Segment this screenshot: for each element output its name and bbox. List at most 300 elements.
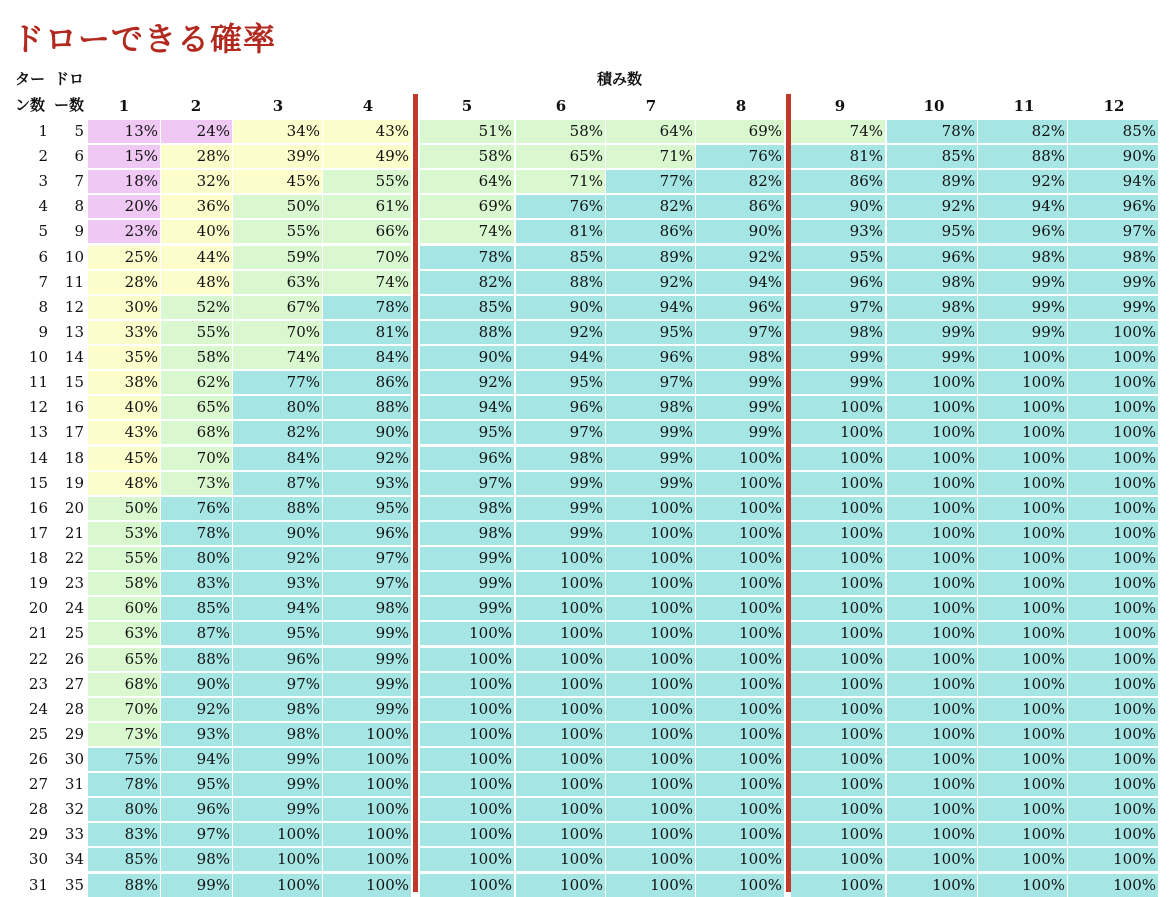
probability-cell: 53% <box>88 522 160 545</box>
probability-cell: 88% <box>323 396 411 419</box>
probability-cell: 45% <box>233 170 322 193</box>
probability-cell: 96% <box>978 220 1067 243</box>
probability-cell: 90% <box>233 522 322 545</box>
probability-cell: 100% <box>323 848 411 871</box>
probability-cell: 96% <box>420 447 514 470</box>
probability-cell: 99% <box>696 371 784 394</box>
probability-cell: 100% <box>233 874 322 897</box>
column-header-5: 5 <box>461 97 473 115</box>
probability-cell: 100% <box>887 547 977 570</box>
probability-cell: 100% <box>791 522 885 545</box>
probability-cell: 99% <box>606 472 695 495</box>
turn-count: 17 <box>28 523 48 542</box>
probability-cell: 100% <box>887 497 977 520</box>
probability-cell: 100% <box>978 622 1067 645</box>
probability-cell: 92% <box>516 321 605 344</box>
turn-count: 7 <box>38 272 48 291</box>
probability-cell: 100% <box>696 622 784 645</box>
probability-cell: 100% <box>606 723 695 746</box>
probability-cell: 100% <box>696 874 784 897</box>
probability-cell: 95% <box>323 497 411 520</box>
turn-count: 13 <box>28 423 48 442</box>
divider-bar-after-4 <box>413 94 418 892</box>
probability-cell: 64% <box>420 170 514 193</box>
probability-cell: 99% <box>420 572 514 595</box>
probability-cell: 99% <box>791 371 885 394</box>
probability-cell: 100% <box>978 522 1067 545</box>
probability-cell: 94% <box>233 597 322 620</box>
probability-cell: 100% <box>1068 648 1158 671</box>
probability-cell: 100% <box>606 748 695 771</box>
turn-count: 20 <box>28 599 48 618</box>
draw-header-line2: ー数 <box>54 96 85 114</box>
probability-cell: 92% <box>887 195 977 218</box>
probability-cell: 58% <box>516 120 605 143</box>
probability-cell: 100% <box>791 547 885 570</box>
probability-cell: 99% <box>978 271 1067 294</box>
probability-cell: 100% <box>606 497 695 520</box>
turn-count: 22 <box>28 649 48 668</box>
probability-cell: 100% <box>516 547 605 570</box>
probability-cell: 98% <box>233 698 322 721</box>
probability-cell: 100% <box>606 648 695 671</box>
probability-cell: 90% <box>161 673 232 696</box>
turn-header-line2: ン数 <box>15 96 46 114</box>
probability-cell: 99% <box>323 698 411 721</box>
probability-cell: 97% <box>323 547 411 570</box>
probability-cell: 66% <box>323 220 411 243</box>
probability-cell: 98% <box>791 321 885 344</box>
probability-cell: 100% <box>1068 748 1158 771</box>
draw-header-line1: ドロ <box>54 70 85 88</box>
probability-cell: 100% <box>696 848 784 871</box>
probability-cell: 100% <box>978 798 1067 821</box>
probability-cell: 99% <box>161 874 232 897</box>
probability-cell: 100% <box>791 472 885 495</box>
probability-cell: 87% <box>161 622 232 645</box>
probability-cell: 100% <box>696 497 784 520</box>
probability-cell: 100% <box>887 396 977 419</box>
probability-cell: 100% <box>978 773 1067 796</box>
draw-count: 32 <box>64 800 84 819</box>
turn-count: 19 <box>28 574 48 593</box>
probability-cell: 74% <box>791 120 885 143</box>
probability-cell: 65% <box>516 145 605 168</box>
probability-cell: 100% <box>978 472 1067 495</box>
probability-cell: 100% <box>516 673 605 696</box>
probability-cell: 95% <box>161 773 232 796</box>
probability-cell: 92% <box>696 246 784 269</box>
probability-cell: 99% <box>233 773 322 796</box>
turn-count: 30 <box>28 850 48 869</box>
probability-cell: 73% <box>88 723 160 746</box>
probability-cell: 100% <box>887 421 977 444</box>
probability-cell: 83% <box>88 823 160 846</box>
probability-cell: 97% <box>420 472 514 495</box>
probability-cell: 88% <box>161 648 232 671</box>
column-header-6: 6 <box>555 97 567 115</box>
probability-cell: 58% <box>88 572 160 595</box>
probability-cell: 94% <box>420 396 514 419</box>
probability-cell: 100% <box>791 396 885 419</box>
probability-cell: 77% <box>606 170 695 193</box>
probability-cell: 80% <box>161 547 232 570</box>
probability-cell: 100% <box>791 773 885 796</box>
draw-count: 28 <box>64 699 84 718</box>
probability-cell: 88% <box>420 321 514 344</box>
probability-cell: 94% <box>606 296 695 319</box>
probability-cell: 100% <box>606 597 695 620</box>
probability-cell: 100% <box>1068 673 1158 696</box>
probability-cell: 100% <box>696 572 784 595</box>
probability-cell: 32% <box>161 170 232 193</box>
probability-cell: 100% <box>420 798 514 821</box>
probability-cell: 23% <box>88 220 160 243</box>
probability-cell: 38% <box>88 371 160 394</box>
probability-cell: 98% <box>420 497 514 520</box>
probability-cell: 100% <box>887 698 977 721</box>
probability-cell: 100% <box>1068 396 1158 419</box>
probability-cell: 60% <box>88 597 160 620</box>
draw-count: 33 <box>64 825 84 844</box>
probability-cell: 85% <box>1068 120 1158 143</box>
probability-cell: 100% <box>420 874 514 897</box>
turn-count: 1 <box>38 122 48 140</box>
probability-cell: 100% <box>978 396 1067 419</box>
probability-cell: 100% <box>516 823 605 846</box>
probability-cell: 99% <box>323 673 411 696</box>
probability-cell: 80% <box>233 396 322 419</box>
probability-cell: 92% <box>978 170 1067 193</box>
probability-cell: 82% <box>606 195 695 218</box>
probability-cell: 97% <box>696 321 784 344</box>
probability-cell: 100% <box>1068 547 1158 570</box>
probability-cell: 39% <box>233 145 322 168</box>
probability-cell: 76% <box>516 195 605 218</box>
probability-cell: 94% <box>978 195 1067 218</box>
draw-count: 13 <box>64 322 84 341</box>
probability-cell: 100% <box>696 648 784 671</box>
draw-count: 21 <box>64 523 84 542</box>
probability-cell: 40% <box>88 396 160 419</box>
probability-cell: 97% <box>1068 220 1158 243</box>
probability-cell: 28% <box>88 271 160 294</box>
probability-cell: 100% <box>978 848 1067 871</box>
probability-cell: 63% <box>233 271 322 294</box>
probability-cell: 97% <box>161 823 232 846</box>
probability-cell: 55% <box>88 547 160 570</box>
probability-cell: 100% <box>791 874 885 897</box>
probability-cell: 100% <box>887 622 977 645</box>
probability-cell: 100% <box>978 572 1067 595</box>
probability-cell: 30% <box>88 296 160 319</box>
column-header-1: 1 <box>118 97 130 115</box>
probability-cell: 93% <box>323 472 411 495</box>
probability-cell: 90% <box>1068 145 1158 168</box>
probability-cell: 94% <box>161 748 232 771</box>
turn-count: 15 <box>28 473 48 492</box>
probability-cell: 100% <box>696 673 784 696</box>
probability-cell: 100% <box>978 497 1067 520</box>
probability-cell: 100% <box>887 723 977 746</box>
turn-count: 6 <box>38 247 48 266</box>
probability-cell: 15% <box>88 145 160 168</box>
probability-cell: 100% <box>606 698 695 721</box>
probability-cell: 78% <box>88 773 160 796</box>
probability-cell: 100% <box>606 673 695 696</box>
probability-cell: 86% <box>606 220 695 243</box>
column-header-2: 2 <box>190 97 202 115</box>
probability-cell: 88% <box>233 497 322 520</box>
probability-cell: 99% <box>887 346 977 369</box>
probability-cell: 100% <box>323 798 411 821</box>
probability-cell: 95% <box>233 622 322 645</box>
probability-cell: 100% <box>887 773 977 796</box>
probability-cell: 85% <box>88 848 160 871</box>
probability-cell: 100% <box>516 723 605 746</box>
draw-count: 19 <box>64 473 84 492</box>
probability-cell: 100% <box>978 371 1067 394</box>
probability-cell: 97% <box>233 673 322 696</box>
column-header-9: 9 <box>834 97 846 115</box>
probability-cell: 74% <box>420 220 514 243</box>
column-header-8: 8 <box>735 97 747 115</box>
probability-cell: 70% <box>161 447 232 470</box>
probability-cell: 100% <box>978 698 1067 721</box>
probability-cell: 58% <box>420 145 514 168</box>
probability-cell: 100% <box>978 748 1067 771</box>
probability-cell: 98% <box>1068 246 1158 269</box>
probability-cell: 76% <box>161 497 232 520</box>
probability-cell: 90% <box>696 220 784 243</box>
probability-cell: 65% <box>161 396 232 419</box>
probability-cell: 90% <box>791 195 885 218</box>
probability-cell: 98% <box>323 597 411 620</box>
probability-cell: 24% <box>161 120 232 143</box>
column-header-4: 4 <box>362 97 374 115</box>
probability-cell: 98% <box>887 271 977 294</box>
probability-cell: 58% <box>161 346 232 369</box>
probability-cell: 68% <box>88 673 160 696</box>
probability-cell: 100% <box>420 823 514 846</box>
probability-cell: 100% <box>233 823 322 846</box>
probability-cell: 92% <box>233 547 322 570</box>
probability-cell: 99% <box>233 798 322 821</box>
probability-cell: 70% <box>323 246 411 269</box>
probability-cell: 99% <box>978 321 1067 344</box>
probability-cell: 100% <box>696 522 784 545</box>
turn-count: 16 <box>28 498 48 517</box>
probability-cell: 96% <box>887 246 977 269</box>
probability-cell: 88% <box>978 145 1067 168</box>
probability-cell: 100% <box>323 773 411 796</box>
probability-cell: 100% <box>516 597 605 620</box>
probability-cell: 18% <box>88 170 160 193</box>
draw-count: 23 <box>64 574 84 593</box>
probability-cell: 78% <box>420 246 514 269</box>
probability-cell: 100% <box>1068 622 1158 645</box>
probability-cell: 81% <box>323 321 411 344</box>
probability-cell: 80% <box>88 798 160 821</box>
probability-cell: 100% <box>1068 798 1158 821</box>
turn-count: 28 <box>28 800 48 819</box>
probability-cell: 70% <box>233 321 322 344</box>
draw-count: 31 <box>64 775 84 794</box>
probability-cell: 100% <box>791 723 885 746</box>
probability-cell: 96% <box>606 346 695 369</box>
turn-count: 4 <box>38 197 48 216</box>
probability-cell: 25% <box>88 246 160 269</box>
probability-cell: 50% <box>233 195 322 218</box>
probability-cell: 100% <box>233 848 322 871</box>
draw-count: 10 <box>64 247 84 266</box>
probability-cell: 99% <box>420 547 514 570</box>
probability-cell: 100% <box>696 748 784 771</box>
probability-cell: 85% <box>420 296 514 319</box>
probability-cell: 99% <box>606 421 695 444</box>
probability-cell: 90% <box>323 421 411 444</box>
draw-count: 20 <box>64 498 84 517</box>
probability-cell: 100% <box>1068 823 1158 846</box>
probability-cell: 100% <box>887 472 977 495</box>
probability-cell: 98% <box>887 296 977 319</box>
probability-cell: 92% <box>606 271 695 294</box>
probability-cell: 100% <box>887 874 977 897</box>
probability-cell: 45% <box>88 447 160 470</box>
probability-cell: 90% <box>516 296 605 319</box>
probability-cell: 100% <box>696 597 784 620</box>
draw-count: 35 <box>64 875 84 894</box>
page-title: ドローできる確率 <box>12 20 277 58</box>
probability-cell: 100% <box>420 773 514 796</box>
probability-cell: 99% <box>1068 296 1158 319</box>
probability-cell: 69% <box>420 195 514 218</box>
probability-cell: 100% <box>1068 848 1158 871</box>
probability-cell: 100% <box>1068 698 1158 721</box>
probability-cell: 100% <box>791 698 885 721</box>
draw-count: 9 <box>74 222 84 241</box>
probability-cell: 100% <box>887 572 977 595</box>
probability-cell: 96% <box>233 648 322 671</box>
turn-count: 10 <box>28 348 48 367</box>
probability-cell: 100% <box>978 447 1067 470</box>
probability-cell: 100% <box>516 874 605 897</box>
probability-cell: 34% <box>233 120 322 143</box>
probability-cell: 100% <box>1068 874 1158 897</box>
draw-count: 6 <box>74 147 84 166</box>
probability-cell: 96% <box>161 798 232 821</box>
turn-count: 24 <box>28 699 48 718</box>
probability-cell: 59% <box>233 246 322 269</box>
probability-cell: 13% <box>88 120 160 143</box>
draw-count: 12 <box>64 297 84 316</box>
probability-cell: 43% <box>323 120 411 143</box>
draw-count: 17 <box>64 423 84 442</box>
probability-cell: 55% <box>233 220 322 243</box>
probability-cell: 73% <box>161 472 232 495</box>
turn-count: 18 <box>28 549 48 568</box>
probability-cell: 100% <box>696 472 784 495</box>
draw-count: 11 <box>64 272 84 291</box>
probability-cell: 100% <box>323 874 411 897</box>
probability-cell: 98% <box>696 346 784 369</box>
probability-cell: 20% <box>88 195 160 218</box>
turn-count: 31 <box>28 875 48 894</box>
probability-cell: 100% <box>420 723 514 746</box>
probability-cell: 85% <box>161 597 232 620</box>
draw-count: 18 <box>64 448 84 467</box>
turn-count: 8 <box>38 297 48 316</box>
probability-cell: 100% <box>420 698 514 721</box>
probability-cell: 95% <box>606 321 695 344</box>
probability-cell: 100% <box>791 673 885 696</box>
probability-cell: 99% <box>233 748 322 771</box>
probability-cell: 100% <box>420 648 514 671</box>
turn-count: 5 <box>38 222 48 241</box>
probability-cell: 95% <box>420 421 514 444</box>
probability-cell: 100% <box>696 698 784 721</box>
probability-cell: 100% <box>1068 522 1158 545</box>
probability-cell: 89% <box>606 246 695 269</box>
probability-cell: 100% <box>606 773 695 796</box>
probability-cell: 70% <box>88 698 160 721</box>
probability-cell: 98% <box>516 447 605 470</box>
probability-cell: 49% <box>323 145 411 168</box>
probability-cell: 86% <box>323 371 411 394</box>
probability-cell: 100% <box>1068 497 1158 520</box>
probability-cell: 100% <box>887 522 977 545</box>
probability-cell: 98% <box>606 396 695 419</box>
probability-cell: 99% <box>791 346 885 369</box>
probability-cell: 63% <box>88 622 160 645</box>
probability-cell: 96% <box>696 296 784 319</box>
draw-count: 5 <box>74 122 84 140</box>
probability-cell: 40% <box>161 220 232 243</box>
probability-cell: 100% <box>1068 597 1158 620</box>
probability-cell: 99% <box>696 396 784 419</box>
probability-cell: 100% <box>696 447 784 470</box>
probability-cell: 100% <box>516 572 605 595</box>
probability-cell: 100% <box>978 648 1067 671</box>
turn-count: 26 <box>28 750 48 768</box>
probability-cell: 78% <box>323 296 411 319</box>
probability-cell: 51% <box>420 120 514 143</box>
probability-cell: 65% <box>88 648 160 671</box>
probability-cell: 77% <box>233 371 322 394</box>
probability-cell: 100% <box>420 748 514 771</box>
turn-header-line1: ター <box>15 70 46 88</box>
probability-cell: 35% <box>88 346 160 369</box>
probability-cell: 100% <box>887 597 977 620</box>
probability-cell: 98% <box>978 246 1067 269</box>
probability-cell: 99% <box>516 522 605 545</box>
probability-cell: 100% <box>887 748 977 771</box>
probability-cell: 86% <box>696 195 784 218</box>
probability-cell: 100% <box>887 447 977 470</box>
probability-cell: 33% <box>88 321 160 344</box>
turn-count: 23 <box>28 674 48 693</box>
probability-cell: 83% <box>161 572 232 595</box>
column-header-10: 10 <box>923 97 945 115</box>
probability-cell: 92% <box>161 698 232 721</box>
draw-count: 30 <box>64 750 84 768</box>
probability-cell: 100% <box>1068 421 1158 444</box>
probability-cell: 100% <box>696 773 784 796</box>
probability-cell: 81% <box>791 145 885 168</box>
probability-cell: 48% <box>161 271 232 294</box>
probability-cell: 87% <box>233 472 322 495</box>
probability-cell: 100% <box>887 848 977 871</box>
